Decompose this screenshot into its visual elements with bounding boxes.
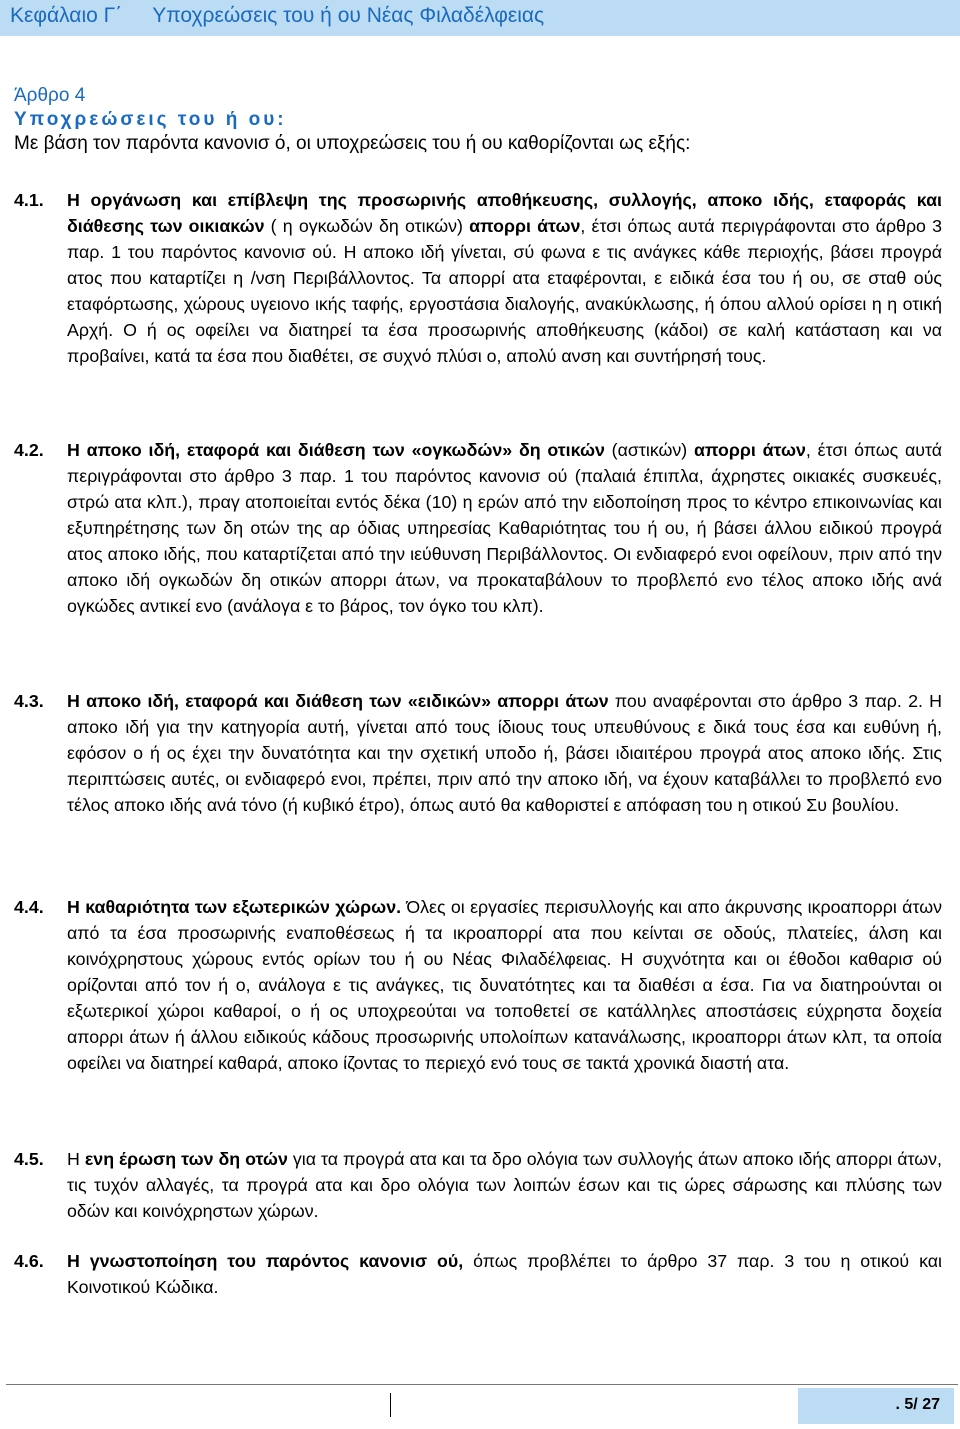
item-number: 4.2. <box>14 440 44 460</box>
item-number: 4.5. <box>14 1149 44 1169</box>
footer-separator <box>390 1393 391 1417</box>
item-number: 4.3. <box>14 691 44 711</box>
item-text: Η οργάνωση και επίβλεψη της προσωρινής αποθήκευσης, συλλογής, αποκο ιδής, εταφοράς και διάθεσης των οικιακών ( η ογκωδών δη οτικών) απορρι άτων, έτσι όπως αυτά περιγράφονται στο άρθρο 3 παρ. 1 του παρόντος κανονισ ού. Η αποκο ιδή γίνεται, σύ φωνα ε τις ανάγκες κάθε περιοχής, βάσει προγρά ατος που καταρτίζει η /νση Περιβάλλοντος. Τα απορρί ατα εταφέρονται, ε ειδικά έσα του ή ου, σε σταθ ούς εταφόρτωσης, χώρους υγειονο ικής ταφής, εργοστάσια διαλογής, ανακύκλωσης, ή όπου αλλού ορίσει η η οτική Αρχή. Ο ή ος οφείλει να διατηρεί τα έσα προσωρινής αποθήκευσης (κάδοι) σε καλή κατάσταση και να προβαίνει, κατά τα έσα που διαθέτει, σε συχνό πλύσι ο, απολύ ανση και συντήρησή τους. <box>67 190 943 366</box>
page-number-box <box>798 1388 954 1424</box>
chapter-label: Κεφάλαιο Γ΄ <box>10 4 123 27</box>
item-text: Η αποκο ιδή, εταφορά και διάθεση των «ειδικών» απορρι άτων που αναφέρονται στο άρθρο 3 παρ. 2. Η αποκο ιδή για την κατηγορία αυτή, γίνεται από τους ίδιους τους υπευθύνους ε δικά τους έσα και ευθύνη ή, εφόσον ο ή ος έχει την δυνατότητα και την σχετική υποδο ή, βάσει ιδιαιτέρου προγρά ατος αποκο ιδής. Στις περιπτώσεις αυτές, οι ενδιαφερό ενοι, πρέπει, πριν από την αποκο ιδή, να έχουν καταβάλλει το προβλεπό ενο τέλος αποκο ιδής ανά τόνο (ή κυβικό έτρο), όπως αυτό θα καθοριστεί ε απόφαση του η οτικού Συ βουλίου. <box>67 691 942 815</box>
article-heading: Υποχρεώσεις του ή ου: <box>14 109 287 130</box>
item-text: Η αποκο ιδή, εταφορά και διάθεση των «ογκωδών» δη οτικών (αστικών) απορρι άτων, έτσι όπως αυτά περιγράφονται στο άρθρο 3 παρ. 1 του παρόντος κανονισ ού (παλαιά έπιπλα, άχρηστες οικιακές συσκευές, στρώ ατα κλπ.), πραγ ατοποιείται εντός δέκα (10) η ερών από την ειδοποίηση προς το κέντρο επικοινωνίας και εξυπηρέτησης των δη οτών της αρ όδιας υπηρεσίας Καθαριότητας του ή ου, ή βάσει άλλου ειδικού προγρά ατος αποκο ιδής, που καταρτίζεται από την ιεύθυνση Περιβάλλοντος. Οι ενδιαφερό ενοι οφείλουν, πριν από την αποκο ιδή ογκωδών δη οτικών απορρι άτων, να προκαταβάλουν το προβλεπό ενο τέλος αποκο ιδής ανά ογκώδες αντικεί ενο (ανάλογα ε το βάρος, τον όγκο του κλπ). <box>67 440 943 616</box>
item-text: Η γνωστοποίηση του παρόντος κανονισ ού, όπως προβλέπει το άρθρο 37 παρ. 3 του η οτικού και Κοινοτικού Κώδικα. <box>67 1251 942 1297</box>
item-text: Η ενη έρωση των δη οτών για τα προγρά ατα και τα δρο ολόγια των συλλογής άτων αποκο ιδής απορρι άτων, τις τυχόν αλλαγές, τα προγρά ατα και δρο ολόγια των λοιπών έσων και τις ώρες σάρωσης και πλύσης των οδών και κοινόχρηστων χώρων. <box>67 1149 943 1221</box>
chapter-title: Υποχρεώσεις του ή ου Νέας Φιλαδέλφειας <box>152 4 545 27</box>
item-number: 4.4. <box>14 897 44 917</box>
footer-divider <box>6 1384 958 1385</box>
article-number: Άρθρο 4 <box>14 85 86 106</box>
item-number: 4.1. <box>14 190 44 210</box>
article-intro: Με βάση τον παρόντα κανονισ ό, οι υποχρεώσεις του ή ου καθορίζονται ως εξής: <box>14 133 691 154</box>
page-header <box>0 0 960 36</box>
item-number: 4.6. <box>14 1251 44 1271</box>
article-heading-block <box>14 84 690 156</box>
item-text: Η καθαριότητα των εξωτερικών χώρων. Όλες οι εργασίες περισυλλογής και απο άκρυνσης ικροαπορρι άτων από τα έσα προσωρινής εναποθέσεως ή τα ικροαπορρί ατα που κείνται σε οδούς, πλατείες, άλση και κοινόχρηστους χώρους εντός ορίων του ή ου Νέας Φιλαδέλφειας. Η συχνότητα και οι έθοδοι καθαρισ ού ορίζονται από τον ή ο, ανάλογα ε τις ανάγκες, τις δυνατότητες και τα διαθέσι α έσα. Για να διατηρούνται οι εξωτερικοί χώροι καθαροί, ο ή ος υποχρεούται να τοποθετεί σε κατάλληλες αποστάσεις εύχρηστα δοχεία απορρι άτων ή άλλου ειδικούς κάδους προσωρινής υπολοίπων κατανάλωσης, ικροαπορρι άτων κλπ, τα οποία οφείλει να διατηρεί καθαρά, αποκο ίζοντας το περιεχό ενό τους σε τακτά χρονικά διαστή ατα. <box>67 897 943 1073</box>
page-number: . 5/ 27 <box>895 1396 940 1413</box>
